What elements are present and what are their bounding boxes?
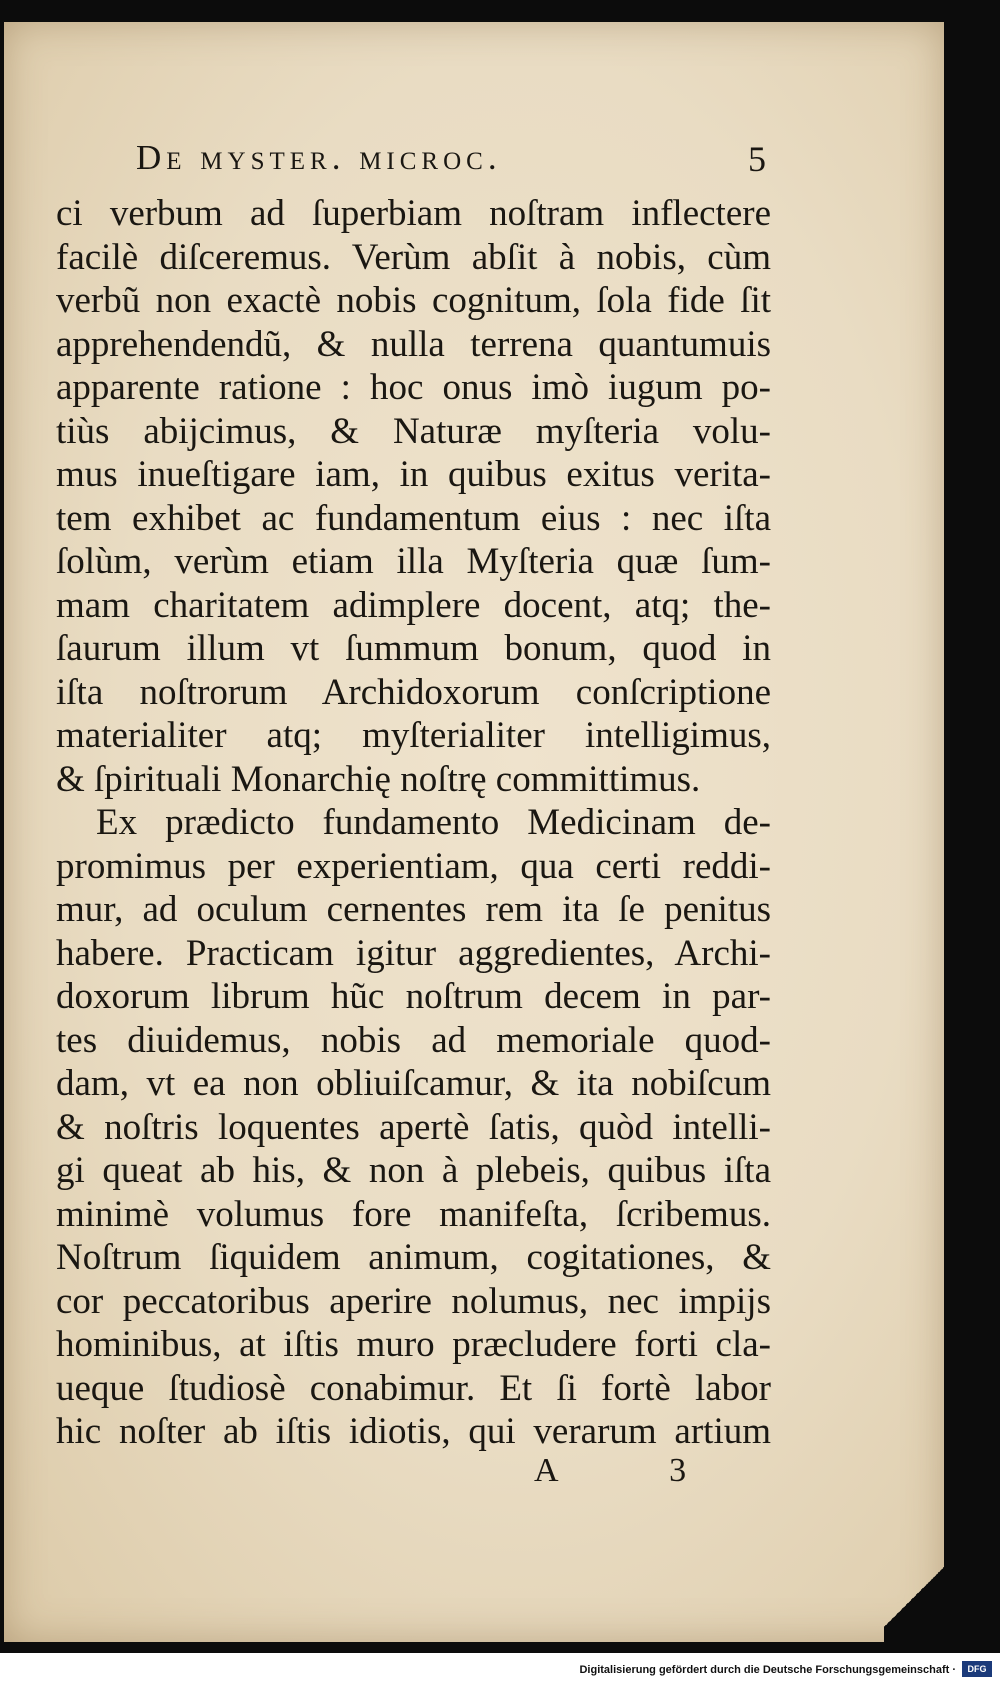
text-line: tiùs abijcimus, & Naturæ myſteria volu- [56, 410, 771, 452]
text-line: Noſtrum ſiquidem animum, cogitationes, & [56, 1237, 771, 1278]
text-line: facilè diſceremus. Verùm abſit à nobis, cùm [56, 236, 771, 278]
text-line: tem exhibet ac fundamentum eius : nec iſta [56, 497, 771, 539]
text-line: verbũ non exactè nobis cognitum, ſola fide ſit [56, 280, 771, 321]
text-line: apparente ratione : hoc onus imò iugum po- [56, 367, 771, 408]
body-text [56, 192, 771, 1454]
running-head [136, 138, 766, 186]
text-line: ci verbum ad ſuperbiam noſtram inflectere [56, 193, 771, 234]
paragraph-start-line: Ex prædicto fundamento Medicinam de- [96, 802, 771, 843]
page-number: 5 [748, 139, 766, 179]
text-line: doxorum librum hũc noſtrum decem in par- [56, 976, 771, 1017]
text-line: minimè volumus fore manifeſta, ſcribemus. [56, 1193, 771, 1235]
text-line: & ſpirituali Monarchię noſtrę committimus. [56, 758, 701, 800]
text-line: dam, vt ea non obliuiſcamur, & ita nobiſcum [56, 1063, 771, 1104]
text-line: ueque ſtudiosè conabimur. Et ſi fortè labor [56, 1367, 771, 1409]
text-line: hominibus, at iſtis muro præcludere forti cla- [56, 1324, 771, 1365]
text-line: materialiter atq; myſterialiter intelligimus, [56, 715, 771, 756]
running-title: De myster. microc. [136, 138, 502, 177]
text-line: mus inueſtigare iam, in quibus exitus verita- [56, 454, 771, 495]
signature-mark: A 3 [534, 1452, 739, 1489]
text-line: iſta noſtrorum Archidoxorum conſcriptione [56, 671, 771, 713]
text-line: habere. Practicam igitur aggredientes, Archi- [56, 932, 771, 974]
text-line: hic noſter ab iſtis idiotis, qui verarum artium [56, 1411, 771, 1452]
text-line: cor peccatoribus aperire nolumus, nec impijs [56, 1280, 771, 1322]
text-line: promimus per experientiam, qua certi reddi- [56, 845, 771, 887]
footer-strip [0, 1653, 1000, 1683]
text-line: ſaurum illum vt ſummum bonum, quod in [56, 628, 771, 669]
text-line: mam charitatem adimplere docent, atq; the- [56, 584, 771, 626]
text-line: tes diuidemus, nobis ad memoriale quod- [56, 1019, 771, 1061]
dfg-logo: DFG [962, 1661, 992, 1677]
text-line: apprehendendũ, & nulla terrena quantumuis [56, 323, 771, 365]
funding-credit: Digitalisierung gefördert durch die Deutsche Forschungsgemeinschaft · [579, 1664, 956, 1676]
text-line: & noſtris loquentes apertè ſatis, quòd intelli- [56, 1106, 771, 1148]
text-line: mur, ad oculum cernentes rem ita ſe penitus [56, 889, 771, 930]
text-line: gi queat ab his, & non à plebeis, quibus iſta [56, 1150, 771, 1191]
text-line: ſolùm, verùm etiam illa Myſteria quæ ſum- [56, 541, 771, 582]
book-page [4, 22, 944, 1642]
